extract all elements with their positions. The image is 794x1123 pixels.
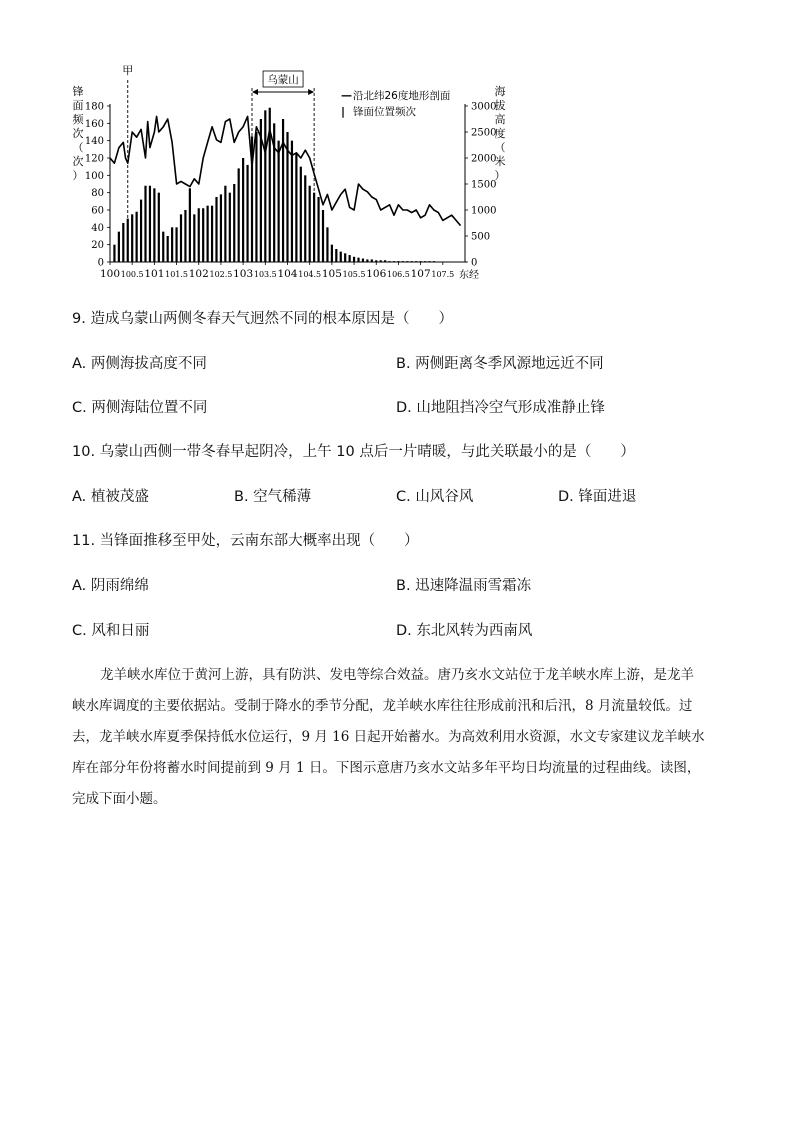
y-left-axis-title-char: 面: [72, 99, 84, 112]
frequency-bar: [162, 232, 164, 262]
frequency-bar: [158, 193, 160, 262]
x-tick-label: 102.5: [209, 270, 233, 279]
question-11-option-b[interactable]: B. 迅速降温雨雪霜冻: [396, 578, 532, 594]
frequency-bar: [375, 260, 377, 262]
question-9-option-d[interactable]: D. 山地阻挡冷空气形成准静止锋: [396, 400, 605, 416]
frequency-bar: [357, 258, 359, 262]
question-10-option-a[interactable]: A. 植被茂盛: [72, 489, 149, 505]
frequency-bar: [420, 261, 422, 262]
question-9-stem: 9. 造成乌蒙山两侧冬春天气迥然不同的根本原因是（ ）: [72, 311, 453, 327]
frequency-bar: [393, 261, 395, 262]
x-tick-label: 103.5: [253, 270, 277, 279]
frequency-bar: [264, 110, 266, 262]
x-tick-label: 101.5: [165, 270, 189, 279]
passage-line: 去，龙羊峡水库夏季保持低水位运行，9 月 16 日起开始蓄水。为高效利用水资源，水文专家建议龙羊峡水: [72, 729, 705, 745]
y-right-tick-label: 0: [471, 257, 478, 269]
question-11-option-c[interactable]: C. 风和日丽: [72, 623, 150, 639]
frequency-bar: [246, 165, 248, 262]
frequency-bar: [122, 223, 124, 262]
question-11-option-d[interactable]: D. 东北风转为西南风: [396, 623, 533, 639]
frequency-bar: [295, 154, 297, 262]
frequency-bar: [198, 208, 200, 262]
y-left-tick-label: 160: [84, 118, 104, 130]
question-9-option-a[interactable]: A. 两侧海拔高度不同: [72, 356, 207, 372]
passage-line: 峡水库调度的主要依据站。受制于降水的季节分配，龙羊峡水库往往形成前汛和后汛，8 月流量较低。过: [72, 698, 693, 714]
frequency-bar: [340, 252, 342, 262]
y-right-axis-title-char: （: [494, 141, 506, 154]
x-tick-label: 104.5: [298, 270, 322, 279]
y-left-axis-title-char: 锋: [72, 85, 84, 98]
frequency-bar: [211, 206, 213, 262]
frequency-bar: [113, 245, 115, 262]
frequency-bar: [388, 261, 390, 262]
frequency-bar: [140, 200, 142, 262]
x-axis-label: 东经: [459, 270, 479, 281]
frequency-bar: [282, 119, 284, 262]
frequency-bar: [242, 158, 244, 262]
frequency-bar: [317, 197, 319, 262]
question-9-option-c[interactable]: C. 两侧海陆位置不同: [72, 400, 208, 416]
frequency-bar: [406, 261, 408, 262]
y-left-tick-label: 100: [84, 170, 104, 182]
y-right-tick-label: 2000: [471, 153, 497, 165]
y-right-axis-title-char: 高: [494, 113, 506, 126]
y-right-axis-title-char: 米: [494, 155, 506, 168]
x-tick-label: 107: [410, 268, 431, 280]
y-left-tick-label: 60: [91, 205, 104, 217]
frequency-bar: [322, 210, 324, 262]
frequency-bar: [424, 261, 426, 262]
y-left-axis-title-char: 频: [72, 113, 84, 126]
frequency-bar: [149, 186, 151, 262]
question-11-stem: 11. 当锋面推移至甲处，云南东部大概率出现（ ）: [72, 533, 419, 549]
frequency-bar: [335, 249, 337, 262]
frequency-bar: [397, 261, 399, 262]
frequency-bar: [300, 167, 302, 262]
frequency-bar: [153, 188, 155, 262]
frequency-bar: [411, 261, 413, 262]
frequency-bar: [415, 261, 417, 262]
frequency-bar: [362, 259, 364, 262]
y-right-axis-title-char: ）: [494, 169, 506, 182]
frequency-bar: [371, 259, 373, 262]
question-10-option-c[interactable]: C. 山风谷风: [396, 489, 474, 505]
passage-line: 库在部分年份将蓄水时间提前到 9 月 1 日。下图示意唐乃亥水文站多年平均日均流量的过程曲线。读图，: [72, 760, 701, 776]
frequency-bar: [366, 259, 368, 262]
frequency-bar: [433, 261, 435, 262]
frequency-bar: [215, 197, 217, 262]
frequency-bar: [238, 168, 240, 262]
frequency-bar: [167, 236, 169, 262]
x-tick-label: 105.5: [342, 270, 366, 279]
x-tick-label: 105: [321, 268, 342, 280]
frequency-bar: [309, 186, 311, 262]
frequency-bar: [224, 186, 226, 262]
y-right-axis-title-char: 度: [494, 127, 506, 140]
question-10-option-b[interactable]: B. 空气稀薄: [234, 489, 312, 505]
frequency-bar: [136, 212, 138, 262]
front-frequency-terrain-chart: [60, 58, 510, 290]
frequency-bar: [380, 260, 382, 262]
passage-line: 完成下面小题。: [72, 791, 167, 807]
jia-marker-label: 甲: [122, 64, 134, 77]
x-tick-label: 106: [366, 268, 387, 280]
frequency-bar: [331, 245, 333, 262]
frequency-bar: [255, 132, 257, 262]
terrain-profile-line: [110, 116, 461, 225]
y-right-tick-label: 500: [471, 231, 491, 243]
frequency-bar: [233, 184, 235, 262]
frequency-bar: [175, 227, 177, 262]
y-left-tick-label: 20: [91, 240, 104, 252]
frequency-bar: [278, 141, 280, 262]
frequency-bar: [353, 257, 355, 262]
question-10-option-d[interactable]: D. 锋面进退: [558, 489, 637, 505]
frequency-bar: [384, 260, 386, 262]
y-left-axis-title-char: 次: [72, 127, 84, 140]
question-10-stem: 10. 乌蒙山西侧一带冬春早起阴冷，上午 10 点后一片晴暖，与此关联最小的是（ ）: [72, 444, 635, 460]
y-left-axis-title-char: （: [72, 141, 84, 154]
x-tick-label: 100: [99, 268, 121, 280]
frequency-bar: [326, 227, 328, 262]
wumeng-arrowhead-right: [308, 89, 314, 95]
x-tick-label: 102: [188, 268, 209, 280]
frequency-bar: [349, 255, 351, 262]
frequency-bar: [229, 193, 231, 262]
frequency-bar: [304, 175, 306, 262]
x-tick-label: 103: [233, 268, 254, 280]
frequency-bar: [207, 206, 209, 262]
frequency-bar: [184, 210, 186, 262]
y-right-tick-label: 1500: [471, 179, 497, 191]
legend-symbol: |: [341, 105, 346, 118]
frequency-bar: [189, 188, 191, 262]
y-right-axis-title-char: 海: [494, 85, 506, 98]
y-left-axis-title-char: 次: [72, 155, 84, 168]
frequency-bar: [144, 186, 146, 262]
y-left-tick-label: 0: [97, 257, 104, 269]
x-tick-label: 101: [144, 268, 165, 280]
y-left-axis-title-char: ）: [72, 169, 84, 182]
y-left-tick-label: 140: [84, 136, 104, 148]
x-tick-label: 107.5: [431, 270, 455, 279]
frequency-bar: [344, 253, 346, 262]
legend-label: 锋面位置频次: [353, 106, 416, 118]
y-left-tick-label: 120: [84, 153, 104, 165]
y-left-tick-label: 80: [91, 188, 104, 200]
chart-svg: [60, 58, 510, 290]
question-11-option-a[interactable]: A. 阴雨绵绵: [72, 578, 149, 594]
question-9-option-b[interactable]: B. 两侧距离冬季风源地远近不同: [396, 356, 604, 372]
y-right-tick-label: 2500: [471, 127, 497, 139]
y-right-tick-label: 3000: [471, 101, 497, 113]
frequency-bar: [220, 194, 222, 262]
frequency-bar: [202, 208, 204, 262]
frequency-bar: [180, 214, 182, 262]
frequency-bar: [193, 214, 195, 262]
passage: [72, 660, 724, 815]
y-right-tick-label: 1000: [471, 205, 497, 217]
frequency-bar: [171, 227, 173, 262]
frequency-bar: [131, 214, 133, 262]
frequency-bar: [118, 232, 120, 262]
frequency-bar: [291, 141, 293, 262]
y-right-axis-title-char: 拔: [494, 99, 506, 112]
y-left-tick-label: 40: [91, 222, 104, 234]
legend-symbol: —: [341, 89, 352, 102]
frequency-bar: [428, 261, 430, 262]
x-tick-label: 100.5: [120, 270, 144, 279]
wumeng-arrowhead-left: [252, 89, 258, 95]
wumeng-label: 乌蒙山: [267, 74, 299, 86]
y-left-tick-label: 180: [84, 101, 104, 113]
passage-line: 龙羊峡水库位于黄河上游，具有防洪、发电等综合效益。唐乃亥水文站位于龙羊峡水库上游，是龙羊: [100, 667, 694, 683]
frequency-bar: [402, 261, 404, 262]
x-tick-label: 104: [277, 268, 298, 280]
x-tick-label: 106.5: [386, 270, 410, 279]
legend-label: 沿北纬26度地形剖面: [353, 90, 451, 102]
